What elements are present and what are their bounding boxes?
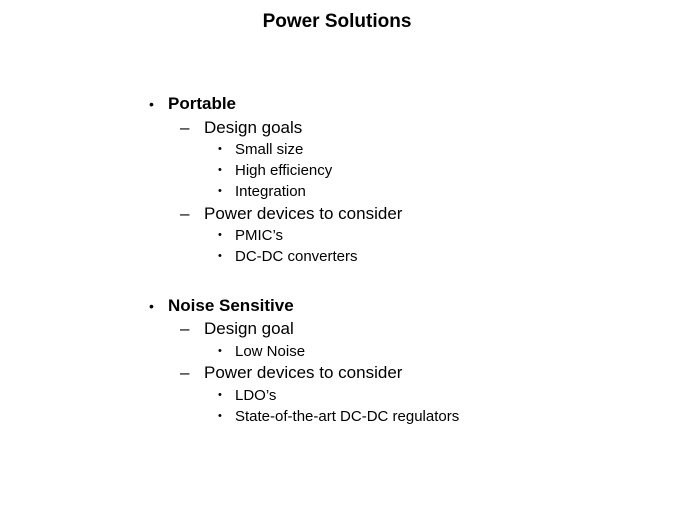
group-label-power-devices: Power devices to consider — [204, 204, 403, 223]
level2-dash-icon: – — [180, 319, 190, 338]
level2-dash-icon: – — [180, 204, 190, 223]
level2-dash-icon: – — [180, 363, 190, 382]
section-heading-portable: Portable — [168, 94, 237, 113]
level1-bullet-icon: • — [149, 298, 154, 314]
level3-bullet-icon: • — [218, 164, 222, 176]
level1-bullet-icon: • — [149, 96, 154, 112]
group-label-design-goal: Design goal — [204, 319, 294, 338]
list-item: State-of-the-art DC-DC regulators — [235, 408, 460, 425]
list-item: Small size — [235, 141, 304, 158]
list-item: PMIC’s — [235, 227, 284, 244]
group-label-power-devices: Power devices to consider — [204, 363, 403, 382]
list-item: DC-DC converters — [235, 248, 358, 265]
list-item: Integration — [235, 183, 306, 200]
level3-bullet-icon: • — [218, 250, 222, 262]
group-label-design-goals: Design goals — [204, 118, 303, 137]
level2-dash-icon: – — [180, 118, 190, 137]
slide-title: Power Solutions — [262, 11, 412, 32]
level3-bullet-icon: • — [218, 229, 222, 241]
level3-bullet-icon: • — [218, 389, 222, 401]
list-item: Low Noise — [235, 343, 306, 360]
level3-bullet-icon: • — [218, 345, 222, 357]
list-item: High efficiency — [235, 162, 333, 179]
section-heading-noise-sensitive: Noise Sensitive — [168, 296, 294, 315]
level3-bullet-icon: • — [218, 143, 222, 155]
list-item: LDO’s — [235, 387, 277, 404]
level3-bullet-icon: • — [218, 410, 222, 422]
level3-bullet-icon: • — [218, 185, 222, 197]
